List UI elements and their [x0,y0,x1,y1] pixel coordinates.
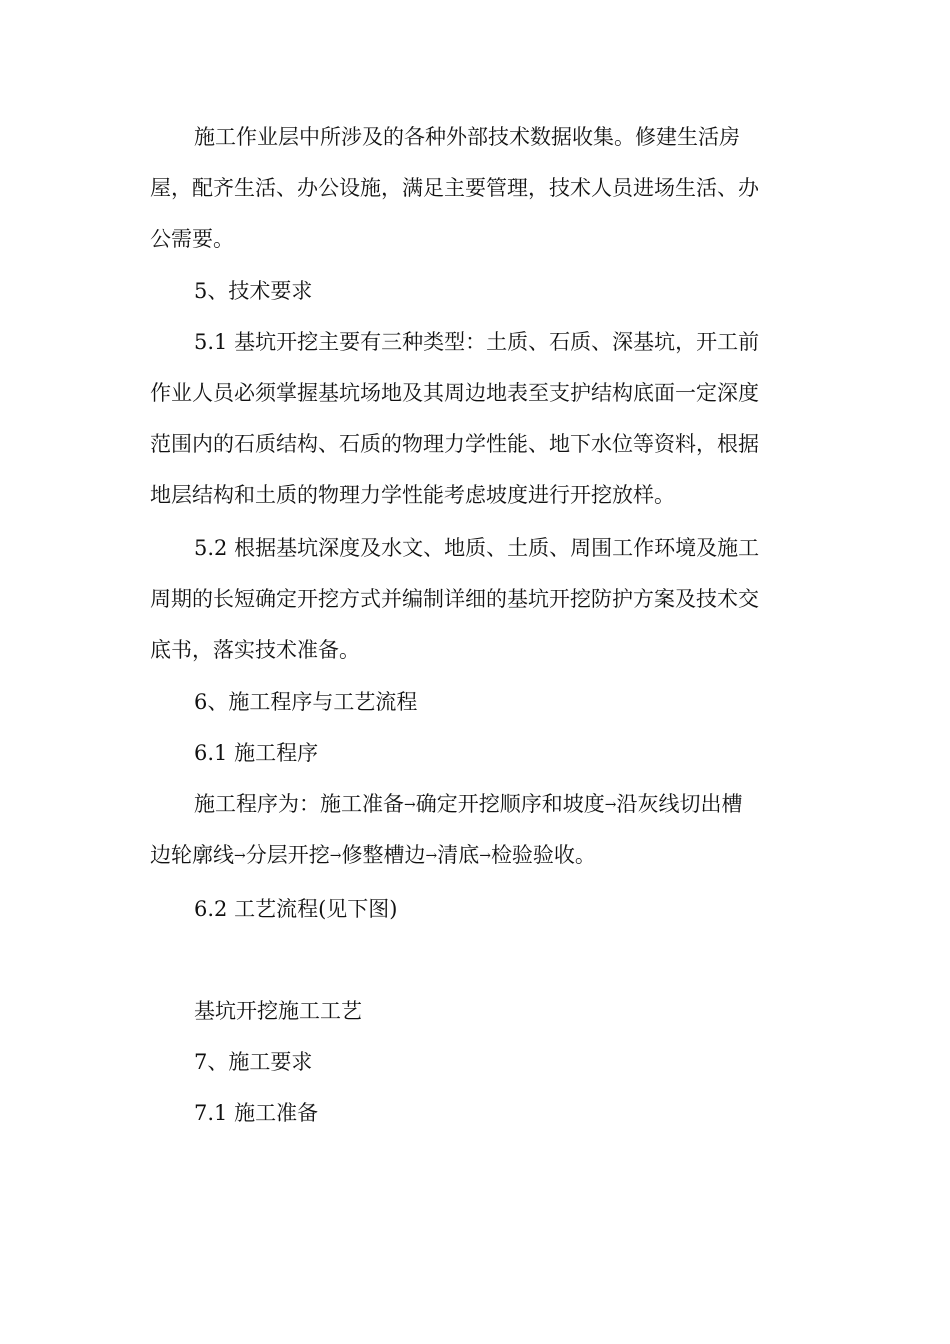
text-line: 公需要。 [150,227,234,251]
arrow-icon: → [234,848,246,864]
procedure-step: 确定开挖顺序和坡度 [415,792,605,816]
text-line: 周期的长短确定开挖方式并编制详细的基坑开挖防护方案及技术交 [150,587,759,611]
section-heading-6 [150,677,800,728]
text-line: 范围内的石质结构、石质的物理力学性能、地下水位等资料，根据 [150,432,759,456]
procedure-step: 修整槽边 [341,843,426,867]
caption-text: 基坑开挖施工工艺 [194,999,362,1023]
section-heading-7 [150,1037,800,1088]
figure-caption [150,986,800,1037]
procedure-step: 检验验收。 [490,843,596,867]
arrow-icon: → [329,848,342,864]
arrow-icon: → [425,848,438,864]
procedure-step: 沿灰线切出槽 [616,792,743,816]
heading-text: 7、施工要求 [194,1050,313,1074]
procedure-step: 边轮廓线 [150,843,234,867]
heading-text: 6.2 工艺流程(见下图) [194,897,398,921]
text-line: 底书，落实技术准备。 [150,638,360,662]
paragraph-5-1 [150,317,800,521]
heading-text: 5、技术要求 [194,279,313,303]
subsection-heading-7-1 [150,1088,800,1139]
text-line: 5.2 根据基坑深度及水文、地质、土质、周围工作环境及施工 [194,536,760,560]
subsection-heading-6-2 [150,884,800,935]
heading-text: 6、施工程序与工艺流程 [194,690,418,714]
text-line: 屋，配齐生活、办公设施，满足主要管理，技术人员进场生活、办 [150,176,759,200]
arrow-icon: → [604,797,617,813]
subsection-heading-6-1 [150,728,800,779]
text-line [150,830,800,881]
section-heading-5 [150,266,800,317]
heading-text: 7.1 施工准备 [194,1101,319,1125]
text-line: 5.1 基坑开挖主要有三种类型：土质、石质、深基坑，开工前 [194,330,760,354]
text-line: 作业人员必须掌握基坑场地及其周边地表至支护结构底面一定深度 [150,381,759,405]
procedure-step: 分层开挖 [245,843,330,867]
procedure-step: 施工程序为：施工准备 [194,792,404,816]
paragraph-procedure [150,779,800,881]
arrow-icon: → [479,848,491,864]
text-line: 地层结构和土质的物理力学性能考虑坡度进行开挖放样。 [150,483,675,507]
paragraph-site-preparation [150,112,800,265]
paragraph-5-2 [150,523,800,676]
text-line [150,779,800,830]
heading-text: 6.1 施工程序 [194,741,319,765]
text-line: 施工作业层中所涉及的各种外部技术数据收集。修建生活房 [194,125,740,149]
arrow-icon: → [404,797,416,813]
procedure-step: 清底 [437,843,480,867]
